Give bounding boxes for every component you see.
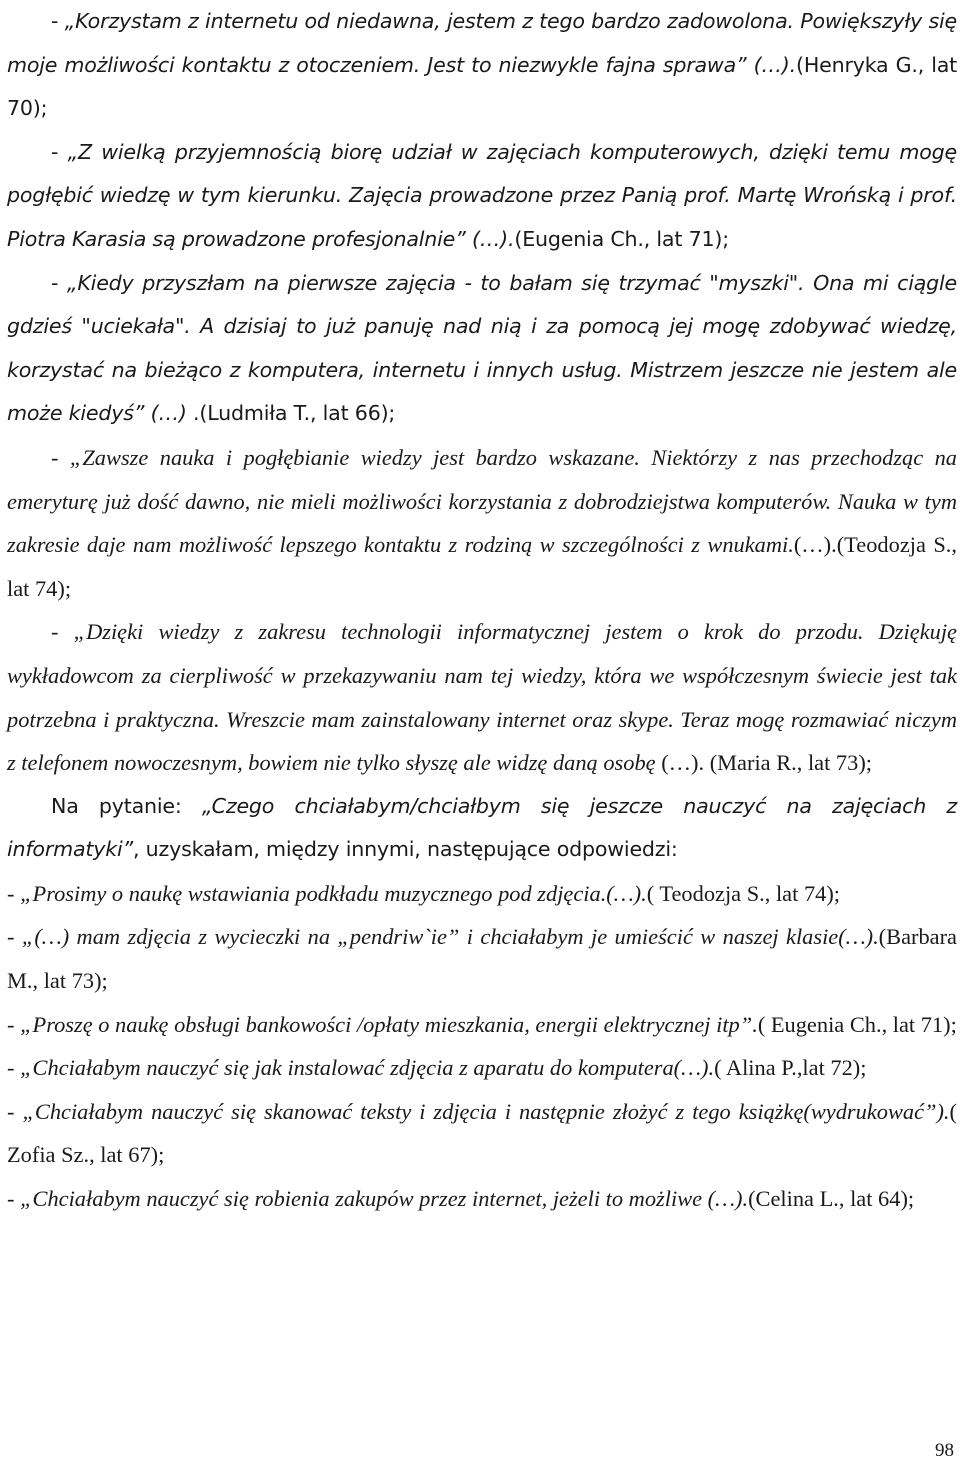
plain-text: (…).(Teodozja S.	[793, 532, 952, 558]
quote-text: „Proszę o naukę obsługi bankowości /opłaty mieszkania, energii elektrycznej itp”.	[20, 1011, 758, 1037]
plain-text: , lat 73);	[796, 750, 872, 776]
plain-text: -	[7, 1186, 21, 1212]
plain-text: -	[7, 1055, 21, 1081]
page-number: 98	[935, 1440, 954, 1461]
plain-text: -	[7, 880, 21, 906]
plain-text: , lat 67);	[89, 1142, 165, 1168]
plain-text: (…). (Maria R.	[655, 750, 797, 776]
plain-text: ( Zofia Sz.	[7, 1098, 957, 1168]
quote-text: „Prosimy o naukę wstawiania podkładu muzycznego pod zdjęcia.(…).	[20, 880, 647, 906]
plain-text: -	[7, 1011, 21, 1037]
plain-text: -	[51, 270, 67, 295]
document-page	[7, 0, 957, 1221]
plain-text: , lat 71);	[643, 226, 729, 251]
paragraph	[7, 915, 957, 1002]
quote-text: „Chciałabym nauczyć się robienia zakupów przez internet, jeżeli to możliwe (…).	[20, 1186, 749, 1212]
quote-text: „Chciałabym nauczyć się jak instalować zdjęcia z aparatu do komputera(…).	[20, 1055, 715, 1081]
plain-text: , lat 71);	[881, 1011, 957, 1037]
plain-text: , lat 74);	[764, 880, 841, 906]
plain-text: (Eugenia Ch.	[514, 226, 644, 251]
paragraph	[7, 0, 957, 131]
paragraph	[7, 262, 957, 436]
plain-text: .(Ludmiła T.	[193, 401, 310, 426]
plain-text: ( Teodozja S.	[646, 880, 765, 906]
plain-text: -	[51, 139, 68, 164]
plain-text: ,lat 72);	[796, 1055, 867, 1081]
plain-text: (Barbara M.	[7, 924, 957, 994]
plain-text: -	[7, 924, 22, 950]
plain-text: , lat 74);	[7, 532, 957, 601]
quote-text: „Czego chciałabym/chciałbym się jeszcze nauczyć na zajęciach z informatyki”	[7, 793, 957, 862]
quote-text: „Z wielką przyjemnością biorę udział w zajęciach komputerowych, dzięki temu mogę pogłębić wiedzę w tym kierunku. Zajęcia prowadzone przez Panią prof. Martę Wrońską i prof. Piotra Karasia są prowadzone profesjonalnie” (…).	[7, 139, 957, 251]
quote-text: „Chciałabym nauczyć się skanować teksty i zdjęcia i następnie złożyć z tego książkę(wydrukować”).	[22, 1098, 950, 1124]
plain-text: -	[51, 619, 74, 645]
plain-text: ( Eugenia Ch.	[757, 1011, 882, 1037]
plain-text: , lat 73);	[32, 968, 108, 994]
quote-text: „Kiedy przyszłam na pierwsze zajęcia - to bałam się trzymać "myszki". Ona mi ciągle gdzieś "uciekała". A dzisiaj to już panuję nad nią i za pomocą jej mogę zdobywać wiedzę, korzystać na bieżąco z komputera, internetu i innych usług. Mistrzem jeszcze nie jestem ale może kiedyś” (…)	[7, 270, 958, 426]
plain-text: Na pytanie:	[51, 793, 202, 818]
paragraph	[7, 610, 957, 784]
document-body	[7, 0, 957, 1221]
paragraph	[7, 131, 957, 262]
paragraph	[7, 1177, 957, 1221]
plain-text: ( Alina P.	[714, 1055, 797, 1081]
paragraph	[7, 785, 957, 872]
quote-text: „Korzystam z internetu od niedawna, jestem z tego bardzo zadowolona. Powiększyły się moje możliwości kontaktu z otoczeniem. Jest to niezwykle fajna sprawa” (…).	[7, 9, 957, 77]
paragraph	[7, 1090, 957, 1177]
plain-text: -	[51, 444, 70, 470]
plain-text: , lat 64);	[838, 1186, 915, 1212]
plain-text: -	[7, 1098, 23, 1124]
plain-text: , lat 70);	[7, 52, 958, 121]
plain-text: , uzyskałam, między innymi, następujące odpowiedzi:	[132, 837, 678, 862]
plain-text: , lat 66);	[309, 401, 396, 426]
paragraph	[7, 436, 957, 610]
plain-text: (Henryka G.	[796, 52, 918, 77]
paragraph	[7, 872, 957, 916]
paragraph	[7, 1046, 957, 1090]
plain-text: -	[51, 9, 65, 33]
quote-text: „Zawsze nauka i pogłębianie wiedzy jest bardzo wskazane. Niektórzy z nas przechodząc na emeryturę już dość dawno, nie mieli możliwości korzystania z dobrodziejstwa komputerów. Nauka w tym zakresie daje nam możliwość lepszego kontaktu z rodziną w szczególności z wnukami.	[7, 444, 957, 558]
paragraph	[7, 1003, 957, 1047]
quote-text: „Dzięki wiedzy z zakresu technologii informatycznej jestem o krok do przodu. Dziękuję wykładowcom za cierpliwość w przekazywaniu nam tej wiedzy, która we współczesnym świecie jest tak potrzebna i praktyczna. Wreszcie mam zainstalowany internet oraz skype. Teraz mogę rozmawiać niczym z telefonem nowoczesnym, bowiem nie tylko słyszę ale widzę daną osobę	[7, 619, 957, 776]
plain-text: (Celina L.	[748, 1186, 839, 1212]
quote-text: „(…) mam zdjęcia z wycieczki na „pendriw`ie” i chciałabym je umieścić w naszej klasie(…).	[21, 924, 879, 950]
